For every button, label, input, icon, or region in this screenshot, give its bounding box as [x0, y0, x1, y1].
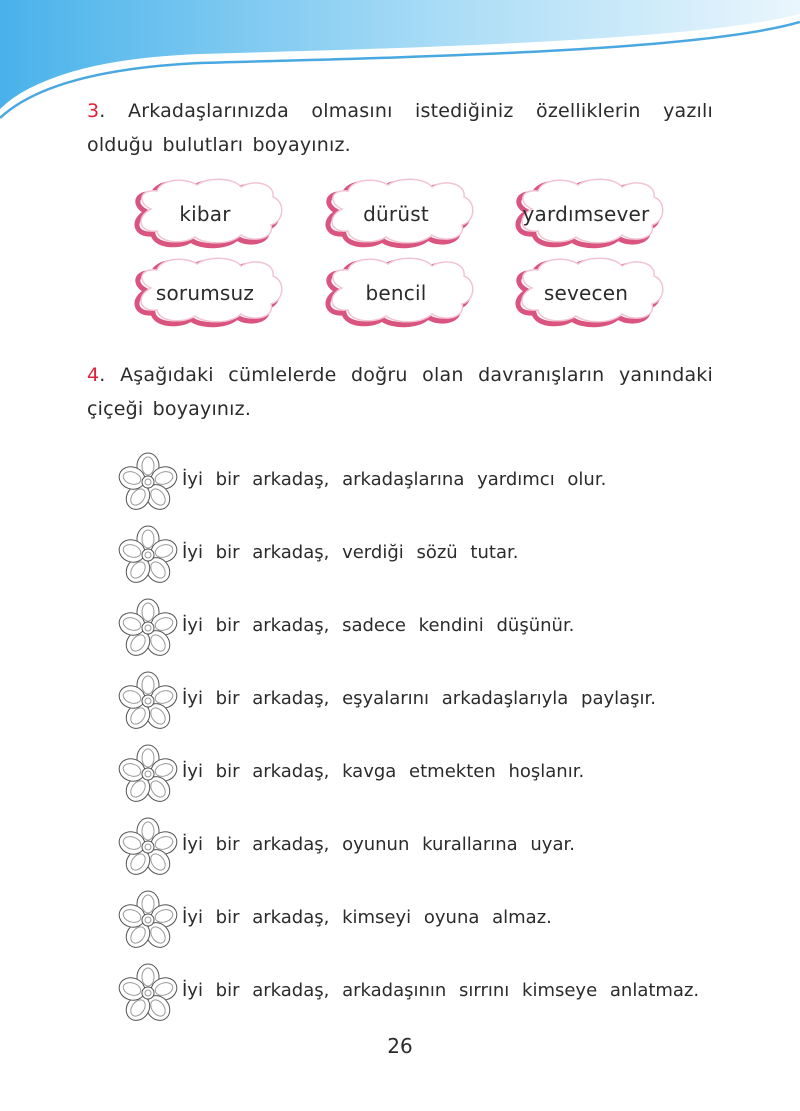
flower-outline-icon[interactable] [118, 744, 178, 804]
cloud-label: bencil [365, 281, 427, 305]
statement-row [118, 598, 718, 658]
statement-text: İyi bir arkadaş, arkadaşlarına yardımcı olur. [182, 469, 607, 490]
cloud-label: kibar [179, 202, 231, 226]
statement-row [118, 817, 718, 877]
statement-text: İyi bir arkadaş, arkadaşının sırrını kimseye anlatmaz. [182, 980, 700, 1001]
cloud-label: yardımsever [522, 202, 650, 226]
question-3 [87, 94, 713, 162]
cloud-label: dürüst [363, 202, 429, 226]
cloud-bencil[interactable] [316, 257, 476, 329]
question-number: 4 [87, 364, 100, 386]
question-4 [87, 358, 713, 426]
page-number: 26 [387, 1034, 413, 1058]
statement-text: İyi bir arkadaş, sadece kendini düşünür. [182, 615, 575, 636]
flower-outline-icon[interactable] [118, 671, 178, 731]
question-text: . Arkadaşlarınızda olmasını istediğiniz özelliklerin yazılı olduğu bulutları boyayınız. [87, 100, 713, 156]
cloud-durust[interactable] [316, 178, 476, 250]
cloud-kibar[interactable] [125, 178, 285, 250]
statement-row [118, 890, 718, 950]
statement-row [118, 452, 718, 512]
cloud-sevecen[interactable] [506, 257, 666, 329]
flower-outline-icon[interactable] [118, 598, 178, 658]
statement-text: İyi bir arkadaş, verdiği sözü tutar. [182, 542, 519, 563]
cloud-label: sevecen [543, 281, 629, 305]
statement-text: İyi bir arkadaş, kimseyi oyuna almaz. [182, 907, 552, 928]
statement-row [118, 963, 718, 1023]
statement-row [118, 671, 718, 731]
flower-outline-icon[interactable] [118, 525, 178, 585]
statement-text: İyi bir arkadaş, kavga etmekten hoşlanır. [182, 761, 585, 782]
flower-outline-icon[interactable] [118, 817, 178, 877]
statement-text: İyi bir arkadaş, oyunun kurallarına uyar. [182, 834, 575, 855]
statement-row [118, 744, 718, 804]
statement-row [118, 525, 718, 585]
flower-outline-icon[interactable] [118, 963, 178, 1023]
question-number: 3 [87, 100, 100, 122]
cloud-yardimsever[interactable] [506, 178, 666, 250]
cloud-sorumsuz[interactable] [125, 257, 285, 329]
flower-outline-icon[interactable] [118, 452, 178, 512]
cloud-label: sorumsuz [155, 281, 255, 305]
statement-text: İyi bir arkadaş, eşyalarını arkadaşlarıyla paylaşır. [182, 688, 657, 709]
question-text: . Aşağıdaki cümlelerde doğru olan davranışların yanındaki çiçeği boyayınız. [87, 364, 713, 420]
flower-outline-icon[interactable] [118, 890, 178, 950]
